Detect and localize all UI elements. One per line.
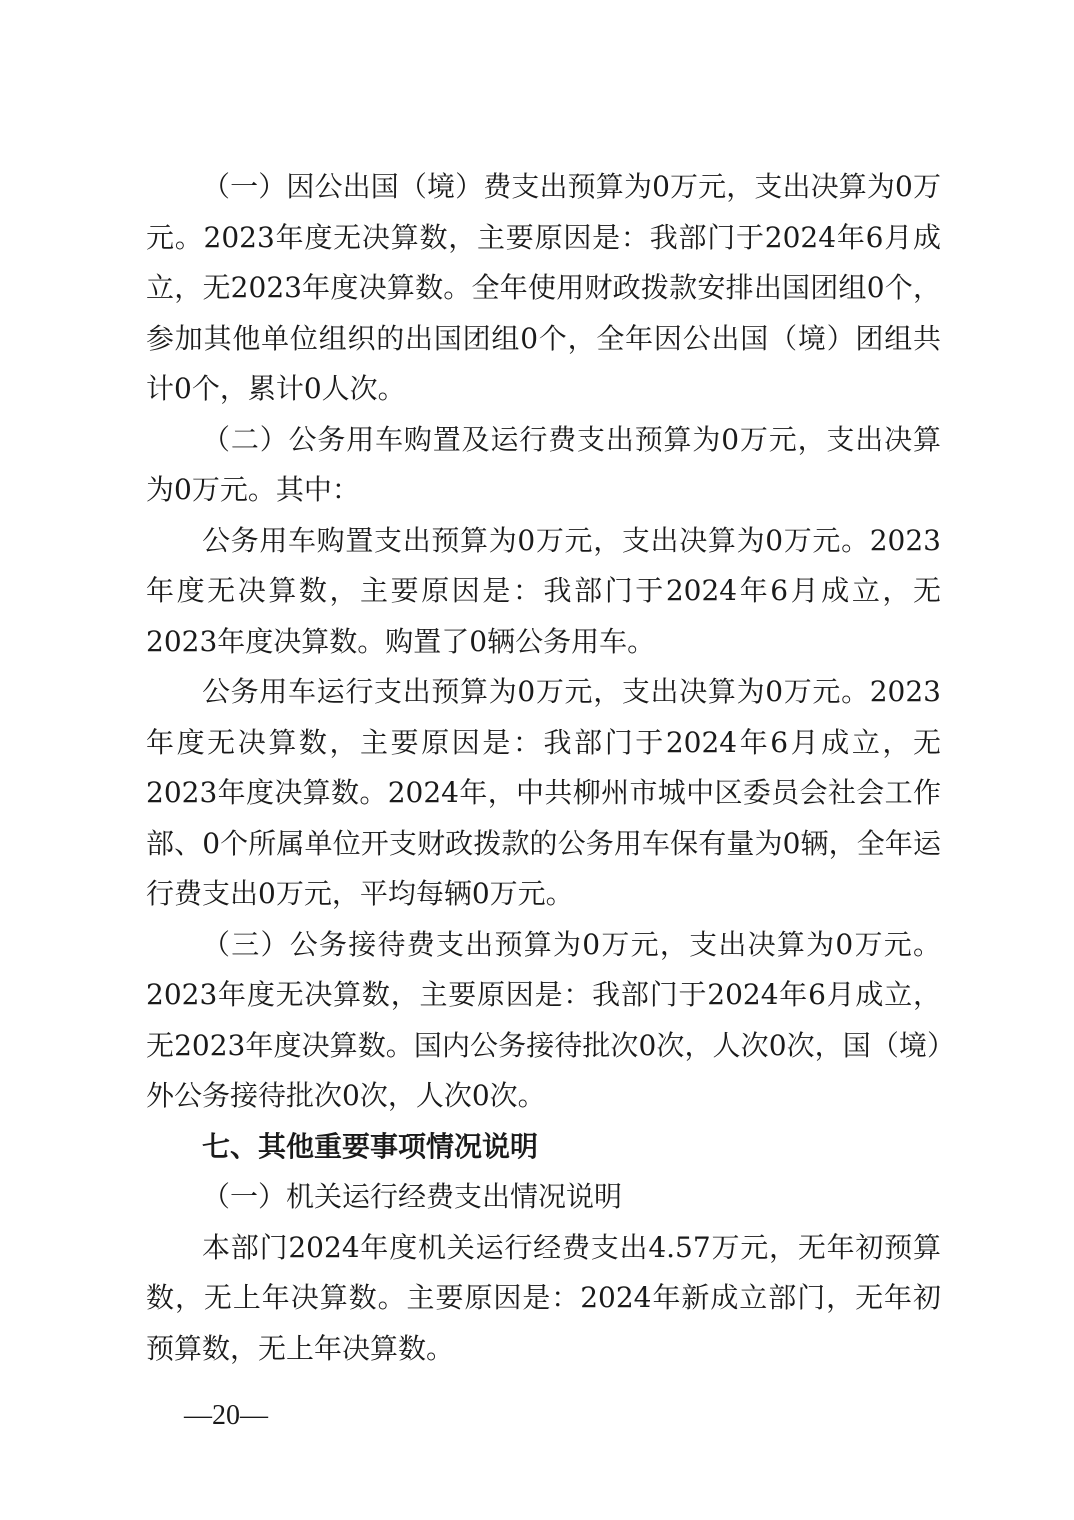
paragraph-vehicle-purchase: 公务用车购置支出预算为0万元，支出决算为0万元。2023年度无决算数，主要原因是：我部门于2024年6月成立，无2023年度决算数。购置了0辆公务用车。 <box>146 523 941 658</box>
page-number: —20— <box>184 1400 268 1431</box>
subsection-heading: （一）机关运行经费支出情况说明 <box>202 1180 623 1213</box>
paragraph-reception: （三）公务接待费支出预算为0万元，支出决算为0万元。2023年度无决算数，主要原因是：我部门于2024年6月成立，无2023年度决算数。国内公务接待批次0次，人次0次，国（境）外公务接待批次0次，人次0次。 <box>146 927 941 1112</box>
document-body <box>146 162 941 1374</box>
section-heading: 七、其他重要事项情况说明 <box>202 1129 539 1163</box>
paragraph-vehicle-summary: （二）公务用车购置及运行费支出预算为0万元，支出决算为0万元。其中： <box>146 422 941 506</box>
paragraph-operating-expenses: 本部门2024年度机关运行经费支出4.57万元，无年初预算数，无上年决算数。主要原因是：2024年新成立部门，无年初预算数，无上年决算数。 <box>146 1230 941 1365</box>
paragraph-vehicle-operation: 公务用车运行支出预算为0万元，支出决算为0万元。2023年度无决算数，主要原因是：我部门于2024年6月成立，无2023年度决算数。2024年，中共柳州市城中区委员会社会工作部、0个所属单位开支财政拨款的公务用车保有量为0辆，全年运行费支出0万元，平均每辆0万元。 <box>146 675 941 910</box>
paragraph-overseas-travel: （一）因公出国（境）费支出预算为0万元，支出决算为0万元。2023年度无决算数，主要原因是：我部门于2024年6月成立，无2023年度决算数。全年使用财政拨款安排出国团组0个，参加其他单位组织的出国团组0个，全年因公出国（境）团组共计0个，累计0人次。 <box>146 170 941 405</box>
